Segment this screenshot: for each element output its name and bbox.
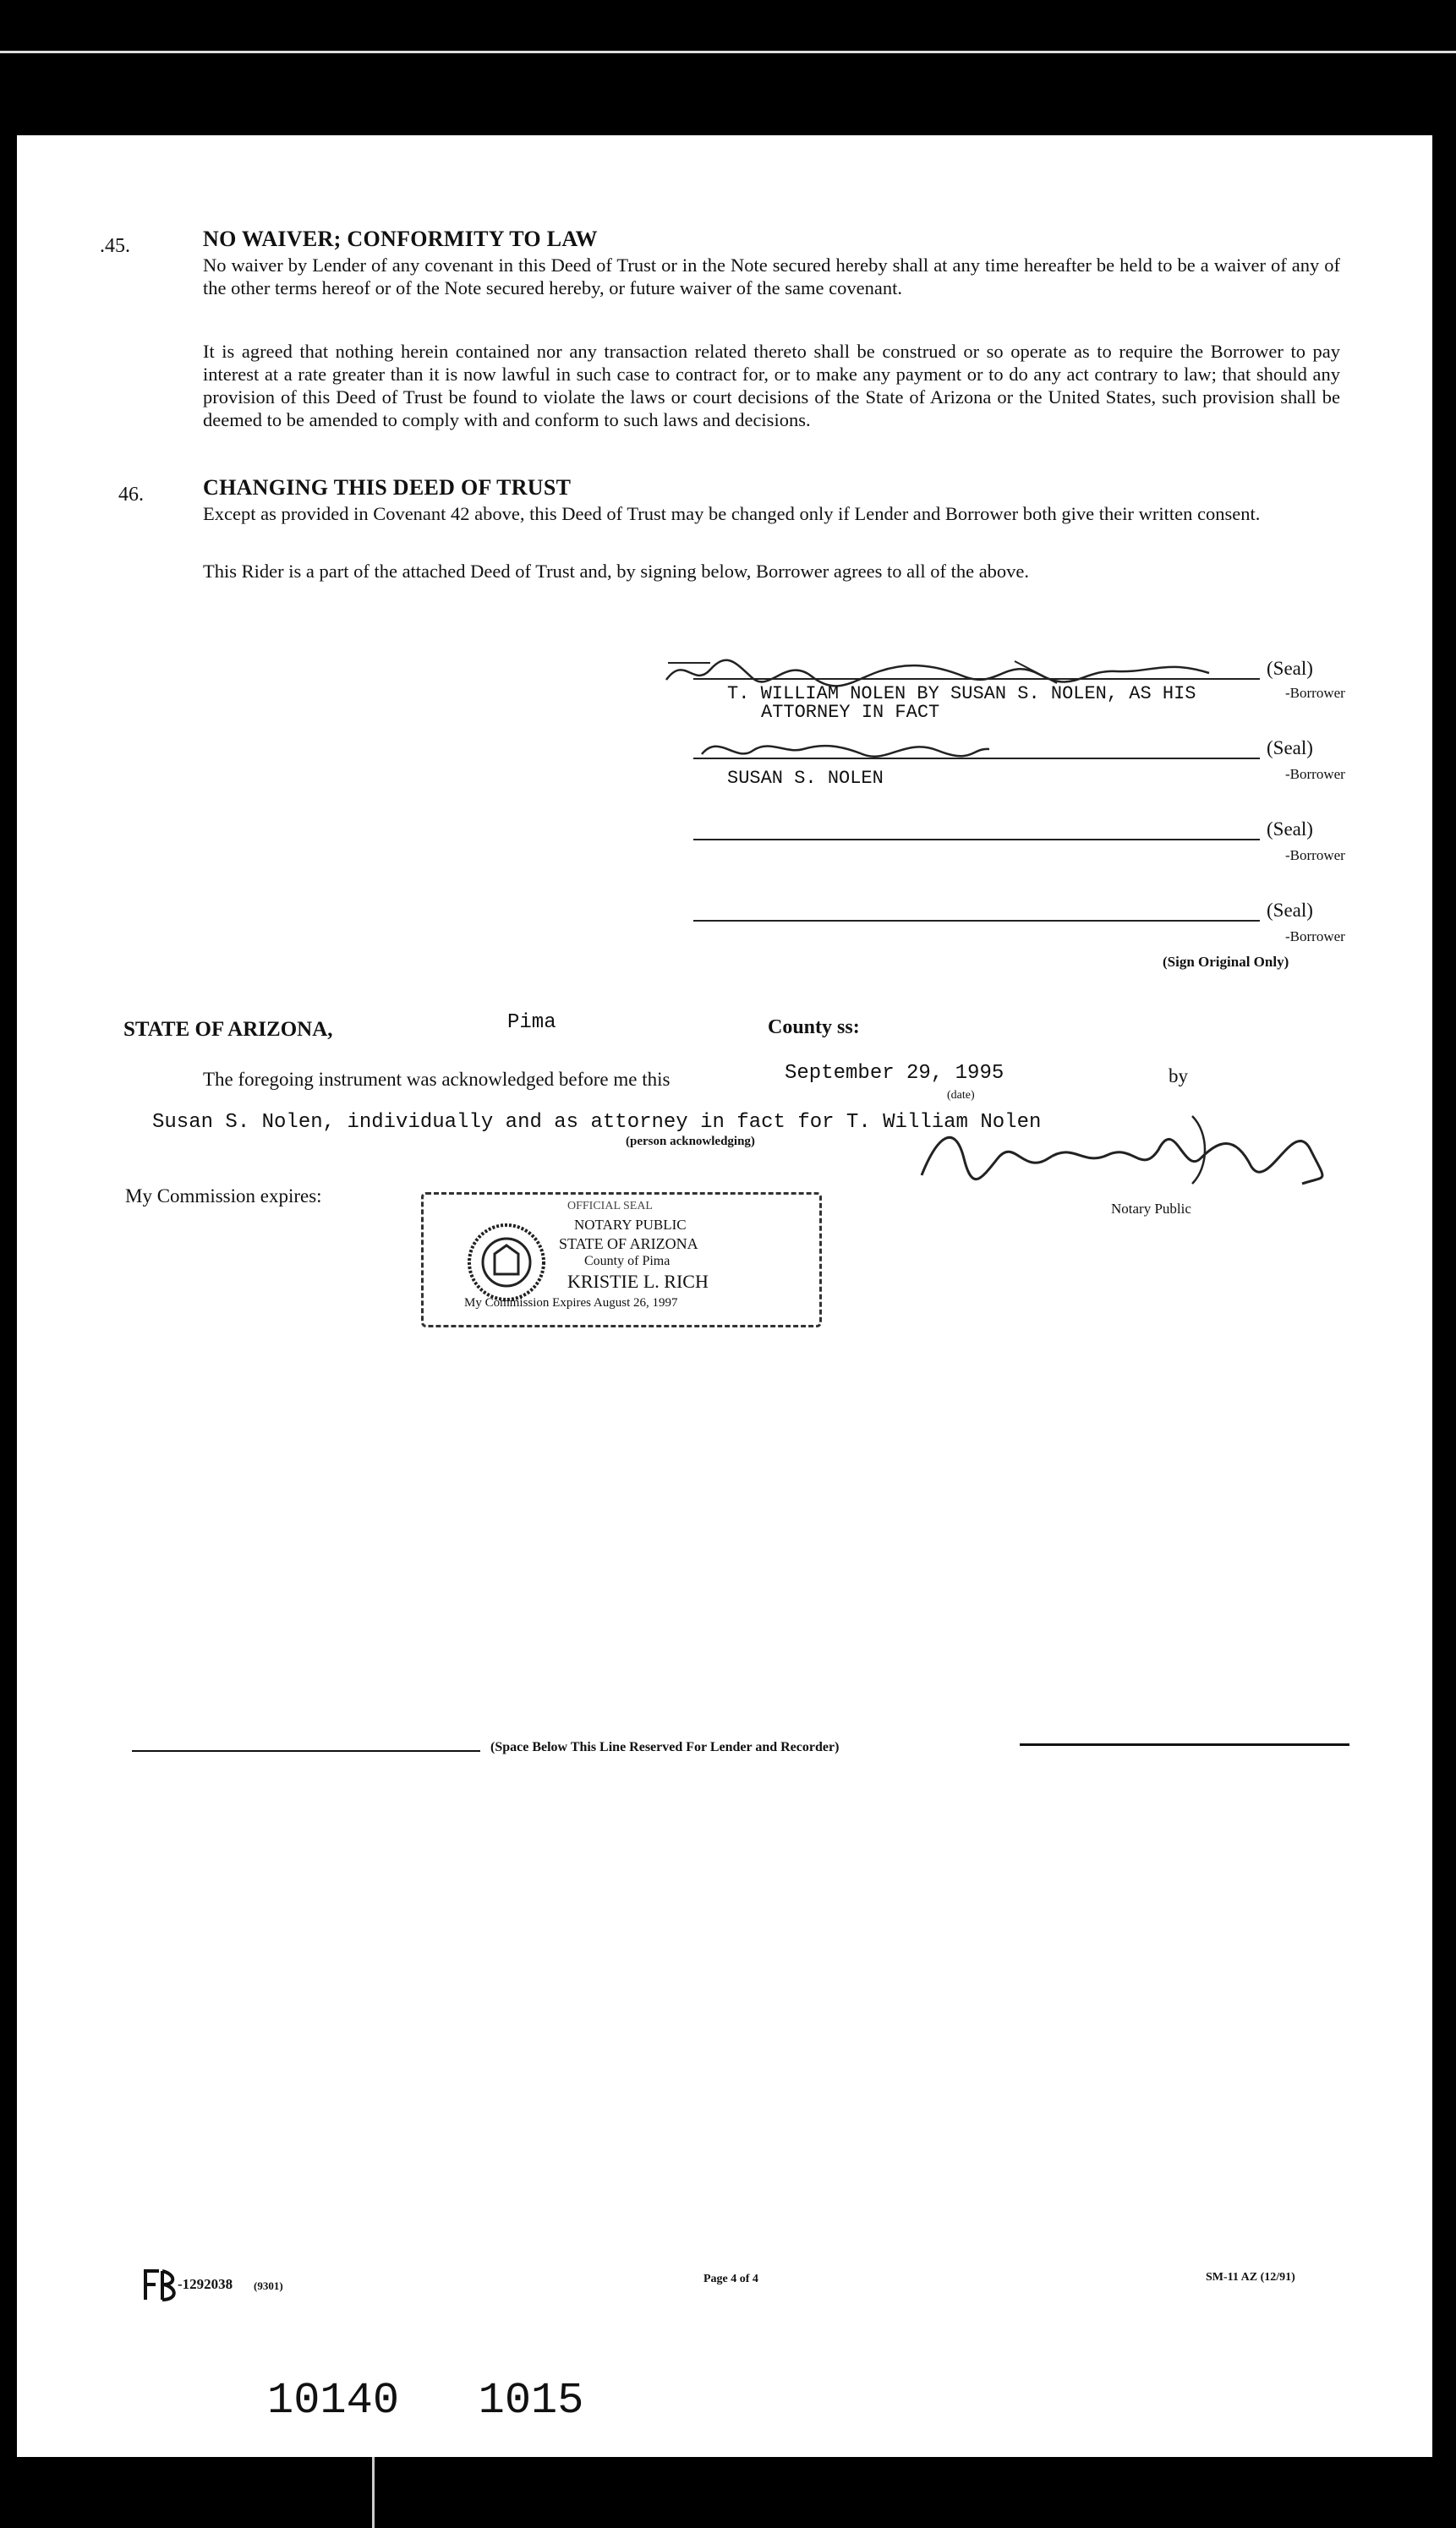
form-id: SM-11 AZ (12/91): [1206, 2271, 1295, 2284]
document-page: [17, 135, 1432, 2457]
stamp-line-5: KRISTIE L. RICH: [567, 1271, 709, 1292]
borrower-label-2: -Borrower: [1285, 766, 1345, 782]
covenant-46-number: 46.: [118, 484, 144, 506]
acknowledgment-date: September 29, 1995: [785, 1062, 1004, 1085]
date-caption: (date): [947, 1089, 975, 1102]
stamp-line-6: My Commission Expires August 26, 1997: [464, 1296, 678, 1310]
form-number: -1292038: [178, 2276, 233, 2292]
notary-public-label: Notary Public: [1111, 1201, 1191, 1217]
county-name: Pima: [507, 1011, 556, 1034]
stamp-line-3: STATE OF ARIZONA: [559, 1235, 698, 1252]
covenant-45-number: .45.: [100, 235, 130, 257]
notary-stamp: [421, 1192, 822, 1327]
person-acknowledging: Susan S. Nolen, individually and as attorney in fact for T. William Nolen: [152, 1111, 1042, 1134]
scan-edge-line: [0, 51, 1456, 53]
signer-2-name: SUSAN S. NOLEN: [727, 768, 884, 789]
person-caption: (person acknowledging): [626, 1135, 755, 1148]
borrower-label-4: -Borrower: [1285, 928, 1345, 944]
seal-label-3: (Seal): [1267, 818, 1313, 840]
covenant-45-heading: NO WAIVER; CONFORMITY TO LAW: [203, 227, 598, 251]
stamp-line-4: County of Pima: [584, 1254, 671, 1268]
county-label: County ss:: [768, 1016, 860, 1038]
form-code: (9301): [254, 2279, 283, 2292]
commission-expires-label: My Commission expires:: [125, 1185, 322, 1207]
form-logo-icon: [139, 2266, 178, 2303]
borrower-label-3: -Borrower: [1285, 847, 1345, 863]
docket-number: 10140 1015: [267, 2376, 584, 2426]
covenant-45-paragraph-2: It is agreed that nothing herein contained nor any transaction related thereto shall be construed or so operate as to require the Borrower to pay interest at a rate greater than it is now lawful in such case to contract for, or to make any payment or to do any act contrary to law; that should any provision of this Deed of Trust be found to violate the laws or court decisions of the State of Arizona or the United States, such provision shall be deemed to be amended to comply with and conform to such laws and decisions.: [203, 341, 1340, 430]
signer-1-name-line-1: T. WILLIAM NOLEN BY SUSAN S. NOLEN, AS HIS: [727, 683, 1196, 704]
covenant-45-paragraph-1: No waiver by Lender of any covenant in this Deed of Trust or in the Note secured hereby shall at any time hereafter be held to be a waiver of any of the other terms hereof or of the Note secured hereby, or future waiver of the same covenant.: [203, 254, 1340, 298]
seal-label-2: (Seal): [1267, 737, 1313, 758]
scan-mark: [372, 2457, 375, 2528]
signer-1-name-line-2: ATTORNEY IN FACT: [761, 702, 940, 723]
state-of-arizona: STATE OF ARIZONA,: [123, 1018, 333, 1041]
reserved-space-label: (Space Below This Line Reserved For Lender and Recorder): [490, 1740, 840, 1754]
stamp-line-2: NOTARY PUBLIC: [574, 1217, 687, 1233]
state-seal-icon: [464, 1220, 549, 1305]
signature-susan-s-nolen: [693, 729, 998, 771]
page-number: Page 4 of 4: [703, 2273, 758, 2285]
by-label: by: [1169, 1065, 1188, 1086]
borrower-label-1: -Borrower: [1285, 685, 1345, 701]
covenant-46-paragraph: Except as provided in Covenant 42 above, this Deed of Trust may be changed only if Lender and Borrower both give their written consent.: [203, 503, 1261, 524]
notary-signature: [905, 1099, 1344, 1201]
seal-label-1: (Seal): [1267, 658, 1313, 679]
stamp-line-1: OFFICIAL SEAL: [567, 1200, 653, 1212]
sign-original-only: (Sign Original Only): [1163, 954, 1289, 970]
covenant-46-heading: CHANGING THIS DEED OF TRUST: [203, 475, 572, 500]
rider-statement: This Rider is a part of the attached Deed of Trust and, by signing below, Borrower agrees to all of the above.: [203, 561, 1030, 582]
foregoing-statement: The foregoing instrument was acknowledged before me this: [203, 1069, 671, 1090]
seal-label-4: (Seal): [1267, 900, 1313, 921]
